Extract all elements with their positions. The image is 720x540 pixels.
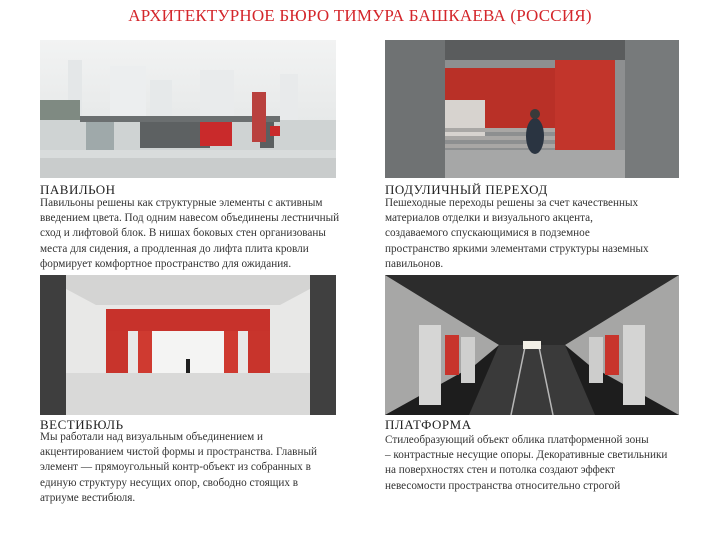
page-title: АРХИТЕКТУРНОЕ БЮРО ТИМУРА БАШКАЕВА (РОССИЯ) xyxy=(128,6,592,25)
section-text-pavilion: Павильоны решены как структурные элементы с активным введением цвета. Под одним навесом объединены лестничный сход и лифтовой блок. В нишах боковых стен организованы места для сидения, а продленная до лифта плита кровли формирует комфортное пространство для ожидания. xyxy=(40,197,340,270)
section-text-vestibule: Мы работали над визуальным объединением и акцентированием чистой формы и пространства. Главный элемент — прямоугольный контр-объект из собранных в единую структуру несущих опор, свободно стоящих в атриуме вестибюля. xyxy=(40,431,317,504)
platform-image xyxy=(385,275,679,415)
section-heading-underpass: ПОДУЛИЧНЫЙ ПЕРЕХОД xyxy=(385,182,548,197)
section-text-underpass: Пешеходные переходы решены за счет качественных материалов отделки и визуального акцента, создаваемого спускающимися в подземное пространство яркими элементами структуры наземных павильонов. xyxy=(385,197,649,270)
pavilion-image xyxy=(40,40,336,178)
section-heading-pavilion: ПАВИЛЬОН xyxy=(40,182,116,197)
section-text-platform: Стилеобразующий объект облика платформенной зоны – контрастные несущие опоры. Декоративные светильники на поверхностях стен и потолка создают эффект невесомости пространства относительно строгой xyxy=(385,434,668,492)
section-heading-platform: ПЛАТФОРМА xyxy=(385,417,472,432)
section-heading-vestibule: ВЕСТИБЮЛЬ xyxy=(40,417,124,432)
vestibule-image xyxy=(40,275,336,415)
underpass-image xyxy=(385,40,679,178)
